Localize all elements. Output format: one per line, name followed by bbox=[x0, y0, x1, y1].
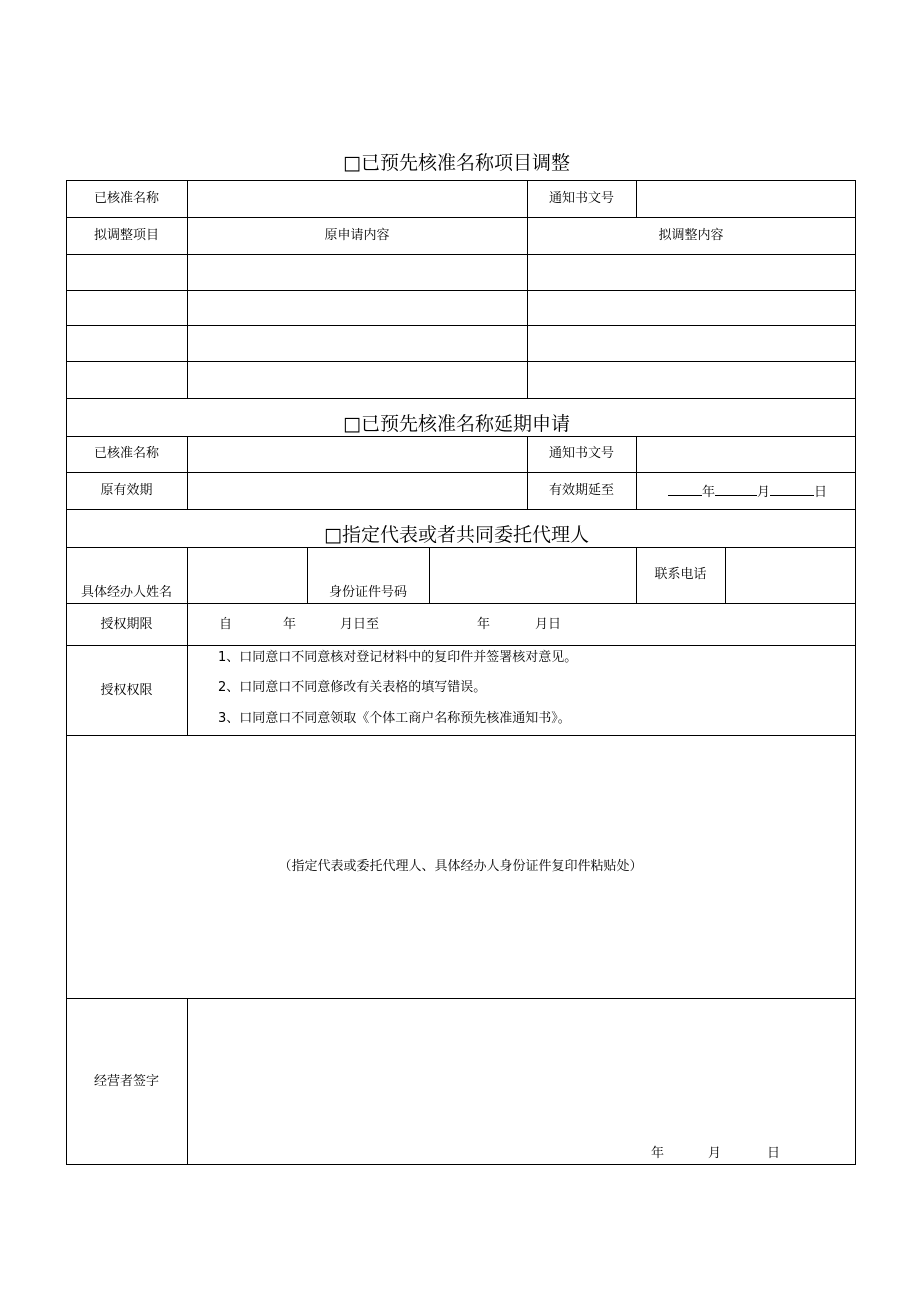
month-label: 月 bbox=[757, 485, 771, 500]
rule bbox=[66, 436, 856, 437]
section3-title: □指定代表或者共同委托代理人 bbox=[324, 524, 589, 546]
auth-from: 自 bbox=[219, 617, 233, 632]
handler-name-label: 具体经办人姓名 bbox=[80, 585, 172, 600]
rule bbox=[66, 290, 856, 291]
auth-year2: 年 bbox=[477, 617, 491, 632]
section1-title: □已预先核准名称项目调整 bbox=[343, 152, 570, 174]
adjusted-content-label: 拟调整内容 bbox=[658, 228, 724, 243]
auth-year1: 年 bbox=[283, 617, 297, 632]
section2-title: □已预先核准名称延期申请 bbox=[343, 413, 570, 435]
original-validity-label: 原有效期 bbox=[100, 483, 153, 498]
rule bbox=[66, 509, 856, 510]
auth-month-day2: 月日 bbox=[535, 617, 562, 632]
auth-item-3[interactable]: 3、口同意口不同意领取《个体工商户名称预先核准通知书》。 bbox=[218, 711, 571, 726]
rule bbox=[66, 398, 856, 399]
rule bbox=[66, 645, 856, 646]
rule bbox=[636, 436, 637, 509]
rule bbox=[66, 217, 856, 218]
approved-name-label: 已核准名称 bbox=[93, 191, 159, 206]
notice-no-input[interactable] bbox=[637, 181, 855, 217]
signature-day: 日 bbox=[767, 1146, 781, 1161]
phone-label: 联系电话 bbox=[654, 567, 707, 582]
year-label: 年 bbox=[702, 485, 716, 500]
rule bbox=[725, 547, 726, 603]
auth-item-1[interactable]: 1、口同意口不同意核对登记材料中的复印件并签署核对意见。 bbox=[218, 650, 578, 665]
rule bbox=[527, 180, 528, 398]
rule bbox=[187, 603, 188, 735]
notice-no-label: 通知书文号 bbox=[548, 446, 614, 461]
notice-no-label: 通知书文号 bbox=[548, 191, 614, 206]
rule bbox=[66, 472, 856, 473]
auth-scope-label: 授权权限 bbox=[100, 683, 153, 698]
id-no-label: 身份证件号码 bbox=[328, 585, 407, 600]
rule bbox=[66, 603, 856, 604]
table-border-left bbox=[66, 180, 67, 1165]
original-content-label: 原申请内容 bbox=[324, 228, 390, 243]
table-border-right bbox=[855, 180, 856, 1165]
rule bbox=[187, 547, 188, 603]
approved-name-input[interactable] bbox=[188, 181, 527, 217]
rule bbox=[66, 735, 856, 736]
signature-month: 月 bbox=[708, 1146, 722, 1161]
extend-to-label: 有效期延至 bbox=[548, 483, 614, 498]
rule bbox=[66, 361, 856, 362]
auth-month-day-to: 月日至 bbox=[340, 617, 380, 632]
day-label: 日 bbox=[814, 485, 828, 500]
id-copy-note: （指定代表或委托代理人、具体经办人身份证件复印件粘贴处） bbox=[278, 859, 643, 874]
signature-label: 经营者签字 bbox=[93, 1074, 159, 1089]
signature-area[interactable] bbox=[188, 999, 855, 1164]
approved-name-label: 已核准名称 bbox=[93, 446, 159, 461]
rule bbox=[66, 254, 856, 255]
rule bbox=[187, 436, 188, 509]
extend-date[interactable] bbox=[668, 483, 827, 501]
rule bbox=[66, 547, 856, 548]
rule bbox=[429, 547, 430, 603]
adjust-item-label: 拟调整项目 bbox=[93, 228, 159, 243]
auth-item-2[interactable]: 2、口同意口不同意修改有关表格的填写错误。 bbox=[218, 680, 487, 695]
rule bbox=[66, 325, 856, 326]
rule bbox=[66, 1164, 856, 1165]
signature-year: 年 bbox=[651, 1146, 665, 1161]
auth-period-label: 授权期限 bbox=[100, 617, 153, 632]
